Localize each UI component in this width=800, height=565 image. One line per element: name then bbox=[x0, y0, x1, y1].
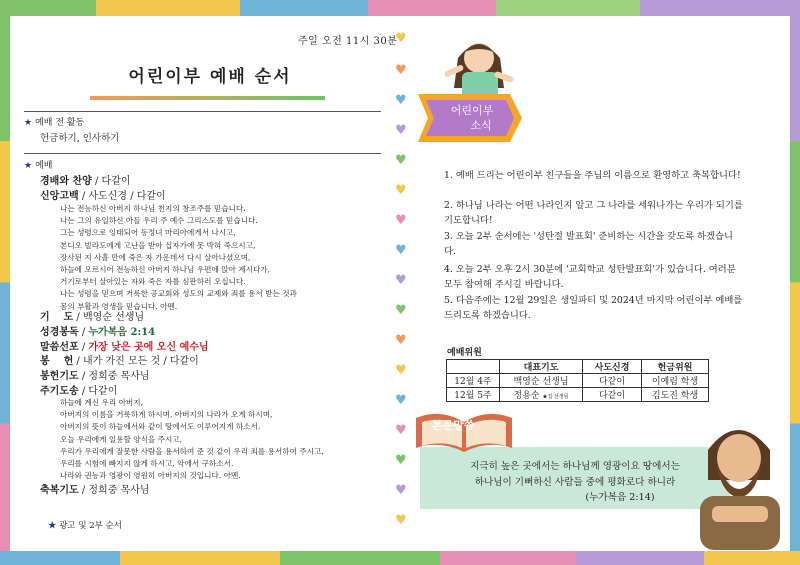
prayer-line: 나라와 권능과 영광이 영원히 아버지의 것입니다. 아멘. bbox=[60, 471, 241, 481]
star-icon: ★ bbox=[48, 521, 57, 531]
creed-line: 거기로부터 살아있는 자와 죽은 자를 심판하러 오십니다. bbox=[60, 277, 246, 287]
creed-text bbox=[60, 203, 297, 313]
lords-prayer-text bbox=[60, 397, 324, 482]
table-header: 사도신경 bbox=[583, 360, 642, 374]
order-benediction: 축복기도 / 정희중 목사님 bbox=[40, 485, 150, 496]
news-item: 1. 예배 드리는 어린이부 친구들을 주님의 이름으로 환영하고 축복합니다! bbox=[444, 170, 741, 181]
heart-icon: ♥ bbox=[395, 273, 407, 288]
table-header-row bbox=[447, 360, 709, 374]
news-item: 4. 오늘 2부 오후 2시 30분에 '교회학교 성탄발표회'가 있습니다. 여러분 모두 참여해 주시길 바랍니다. bbox=[444, 264, 736, 290]
news-item: 3. 오늘 2부 순서에는 '성탄절 발표회' 준비하는 시간을 갖도록 하겠습니다. bbox=[444, 231, 733, 257]
table-header: 헌금위원 bbox=[642, 360, 709, 374]
order-call-to-worship: 경배와 찬양 / 다같이 bbox=[40, 176, 131, 187]
title-underline bbox=[90, 96, 325, 100]
border-bottom bbox=[0, 551, 800, 565]
table-row bbox=[447, 388, 709, 402]
prayer-line: 아버지의 뜻이 하늘에서와 같이 땅에서도 이루어지게 하소서. bbox=[60, 422, 261, 432]
table-cell: 12월 4주 bbox=[447, 374, 500, 388]
page-title: 어린이부 예배 순서 bbox=[128, 67, 292, 87]
divider bbox=[24, 111, 381, 112]
heart-icon: ♥ bbox=[395, 363, 407, 378]
news-badge-label: 어린이부 소식 bbox=[450, 104, 494, 132]
heart-icon: ♥ bbox=[395, 243, 407, 258]
creed-line: 나는 그의 유일하신 아들 우리 주 예수 그리스도를 믿습니다. bbox=[60, 216, 258, 226]
table-cell: 12월 5주 bbox=[447, 388, 500, 402]
pre-service-heading: ★ 예배 전 활동 bbox=[24, 118, 85, 128]
heart-icon: ♥ bbox=[395, 333, 407, 348]
heart-icon: ♥ bbox=[395, 153, 407, 168]
heart-icon: ♥ bbox=[395, 123, 407, 138]
table-header bbox=[447, 360, 500, 374]
verse-title: 본문말씀 bbox=[432, 419, 475, 432]
divider bbox=[24, 153, 381, 154]
creed-line: 장사된 지 사흘 만에 죽은 자 가운데서 다시 살아나셨으며, bbox=[60, 252, 251, 262]
service-time: 주일 오전 11시 30분 bbox=[298, 36, 398, 47]
table-cell: 정용순 ★집 선생님 bbox=[500, 388, 583, 402]
news-item: 5. 다음주에는 12월 29일은 생일파티 및 2024년 마지막 어린이부 예배를 드리도록 하겠습니다. bbox=[444, 295, 743, 321]
verse-text: 지극히 높은 곳에서는 하나님께 영광이요 땅에서는 하나님이 기뻐하신 사람들 중에 평화로다 하니라 (누가복음 2:14) bbox=[470, 461, 680, 503]
heart-icon: ♥ bbox=[395, 483, 407, 498]
heart-icon: ♥ bbox=[395, 453, 407, 468]
star-icon: ★ bbox=[24, 118, 33, 128]
order-offering: 봉 헌 / 내가 가진 모든 것 / 다같이 bbox=[40, 356, 199, 367]
heart-icon: ♥ bbox=[395, 423, 407, 438]
heart-icon: ♥ bbox=[395, 213, 407, 228]
table-cell: 김도진 학생 bbox=[642, 388, 709, 402]
order-prayer: 기 도 / 백영순 선생님 bbox=[40, 312, 145, 323]
prayer-line: 우리가 우리에게 잘못한 사람을 용서하여 준 것 같이 우리 죄를 용서하여 주시고, bbox=[60, 446, 324, 456]
prayer-line: 하늘에 계신 우리 아버지, bbox=[60, 398, 144, 407]
heart-icon: ♥ bbox=[395, 513, 407, 528]
order-sermon: 말씀선포 / 가장 낮은 곳에 오신 예수님 bbox=[40, 342, 209, 353]
heart-icon: ♥ bbox=[395, 393, 407, 408]
order-lords-prayer: 주기도송 / 다같이 bbox=[40, 386, 118, 397]
heart-icon: ♥ bbox=[395, 63, 407, 78]
creed-line: 그는 성령으로 잉태되어 동정녀 마리아에게서 나시고, bbox=[60, 228, 236, 238]
border-right bbox=[790, 0, 800, 565]
heart-icon: ♥ bbox=[395, 303, 407, 318]
creed-line: 몸의 부활과 영생을 믿습니다. 아멘. bbox=[60, 301, 178, 311]
border-left bbox=[0, 0, 10, 565]
heart-icon: ♥ bbox=[395, 93, 407, 108]
table-cell: 다같이 bbox=[583, 374, 642, 388]
order-offering-prayer: 봉헌기도 / 정희중 목사님 bbox=[40, 371, 150, 382]
duty-table bbox=[446, 359, 709, 402]
table-cell: 다같이 bbox=[583, 388, 642, 402]
order-creed: 신앙고백 / 사도신경 / 다같이 bbox=[40, 191, 166, 202]
prayer-line: 오늘 우리에게 일용할 양식을 주시고, bbox=[60, 434, 183, 444]
creed-line: 본디오 빌라도에게 고난을 받아 십자가에 못 박혀 죽으시고, bbox=[60, 240, 256, 250]
order-reading: 성경봉독 / 누가복음 2:14 bbox=[40, 327, 156, 338]
heart-icon: ♥ bbox=[395, 183, 407, 198]
table-cell: 이예림 학생 bbox=[642, 374, 709, 388]
service-heading: ★ 예배 bbox=[24, 161, 53, 171]
table-cell: 백영순 선생님 bbox=[500, 374, 583, 388]
creed-line: 하늘에 오르시어 전능하신 아버지 하나님 우편에 앉아 계시다가, bbox=[60, 265, 271, 275]
star-icon: ★ bbox=[24, 161, 33, 171]
pre-service-content: 헌금하기, 인사하기 bbox=[40, 133, 120, 144]
news-item: 2. 하나님 나라는 어떤 나라인지 알고 그 나라를 세워나가는 우리가 되기를 기도합니다! bbox=[444, 200, 743, 226]
footer-note: ★ 광고 및 2부 순서 bbox=[48, 521, 122, 531]
border-top bbox=[0, 0, 800, 16]
bible-figure-illustration bbox=[690, 410, 788, 550]
heart-icon: ♥ bbox=[395, 31, 407, 46]
duty-title: 예배위원 bbox=[447, 348, 482, 358]
table-header: 대표기도 bbox=[500, 360, 583, 374]
table-row bbox=[447, 374, 709, 388]
prayer-line: 아버지의 이름을 거룩하게 하시며, 아버지의 나라가 오게 하시며, bbox=[60, 410, 273, 420]
creed-line: 나는 성령을 믿으며 거룩한 공교회와 성도의 교제와 죄를 용서 받는 것과 bbox=[60, 289, 297, 299]
creed-line: 나는 전능하신 아버지 하나님 천지의 창조주를 믿습니다. bbox=[60, 204, 246, 213]
prayer-line: 우리를 시험에 빠지지 않게 하시고, 악에서 구하소서. bbox=[60, 459, 234, 469]
